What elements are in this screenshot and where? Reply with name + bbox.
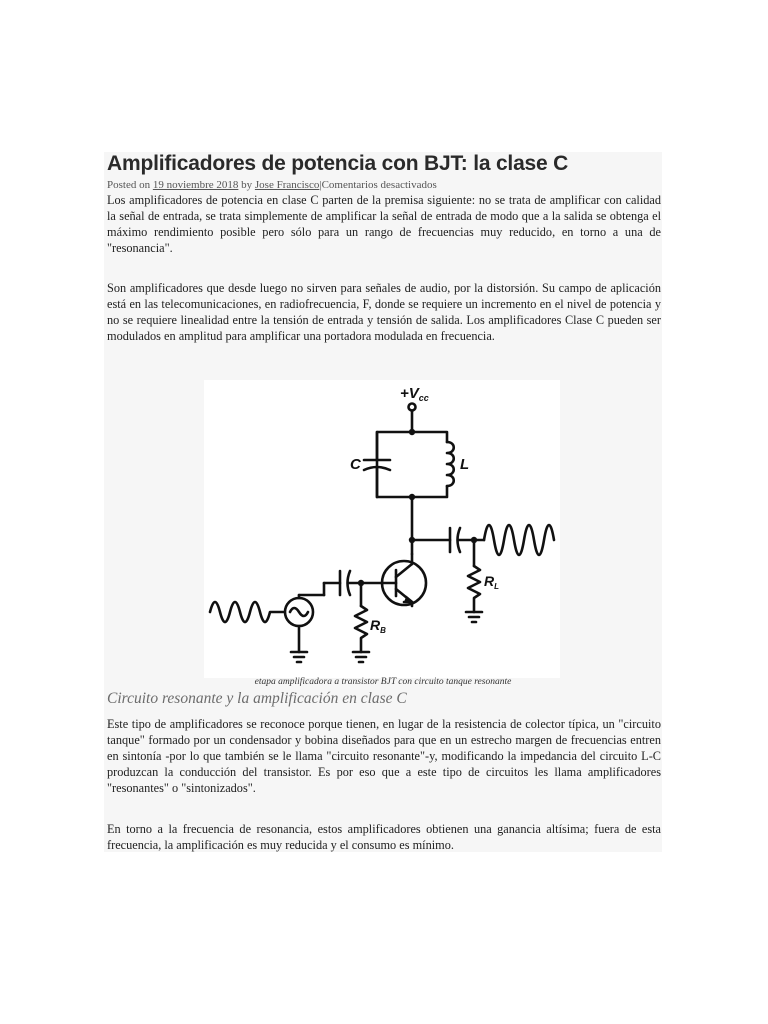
post-meta (107, 179, 437, 191)
tank-inductor (447, 442, 454, 486)
load-resistor (468, 566, 480, 612)
paragraph-resonance: En torno a la frecuencia de resonancia, estos amplificadores obtienen una ganancia altísima; fuera de esta frecuencia, la amplificación es muy reducida y el consumo es mínimo. (107, 822, 661, 852)
post-date-link[interactable]: 19 noviembre 2018 (152, 179, 239, 191)
vcc-label: $+V_{cc}$ (400, 385, 429, 403)
base-resistor (355, 606, 367, 652)
comments-status: Comentarios desactivados (321, 179, 437, 191)
rb-label: $R_B$ (370, 617, 386, 635)
paragraph-intro: Los amplificadores de potencia en clase C parten de la premisa siguiente: no se trata de amplificar con calidad la señal de entrada, se trata simplemente de amplificar la señal de entrada de modo que a la salida se obtenga el máximo rendimiento posible pero sólo para un rango de frecuencias muy reducido, en torno a una de "resonancia". (107, 193, 661, 255)
section-subheading: Circuito resonante y la amplificación en clase C (107, 690, 407, 707)
circuit-figure (204, 380, 560, 678)
capacitor-label: C (350, 456, 361, 473)
meta-separator: | (319, 179, 322, 191)
rl-label: $R_L$ (484, 573, 500, 591)
inductor-label: L (460, 456, 470, 473)
figure-caption: etapa amplificadora a transistor BJT con circuito tanque resonante (254, 677, 512, 687)
by-label: by (241, 179, 253, 191)
article (104, 152, 662, 852)
article-title: Amplificadores de potencia con BJT: la clase C (107, 152, 569, 175)
author-link[interactable]: Jose Francisco (254, 179, 320, 191)
posted-on-label: Posted on (107, 179, 151, 191)
input-signal-wave (210, 602, 284, 622)
paragraph-tank-circuit: Este tipo de amplificadores se reconoce porque tienen, en lugar de la resistencia de colector típica, un "circuito tanque" formado por un condensador y bobina diseñados para que en un estrecho margen de frecuencias entren en sintonía -por lo que también se le llama "circuito resonante"-y, modificando la impedancia del circuito L-C produzcan la conducción del transistor. Es por eso que a este tipo de circuitos les llama amplificadores "resonantes" o "sintonizados". (107, 717, 661, 795)
class-c-amplifier-schematic (204, 380, 560, 678)
output-signal-wave (484, 525, 554, 555)
tank-circuit-wire (377, 432, 447, 497)
paragraph-applications: Son amplificadores que desde luego no sirven para señales de audio, por la distorsión. Su campo de aplicación está en las telecomunicaciones, en radiofrecuencia, F, donde se requiere un incremento en el nivel de potencia y no se requiere linealidad entre la tensión de entrada y tensión de salida. Los amplificadores Clase C pueden ser modulados en amplitud para amplificar una portadora modulada en frecuencia. (107, 281, 661, 343)
